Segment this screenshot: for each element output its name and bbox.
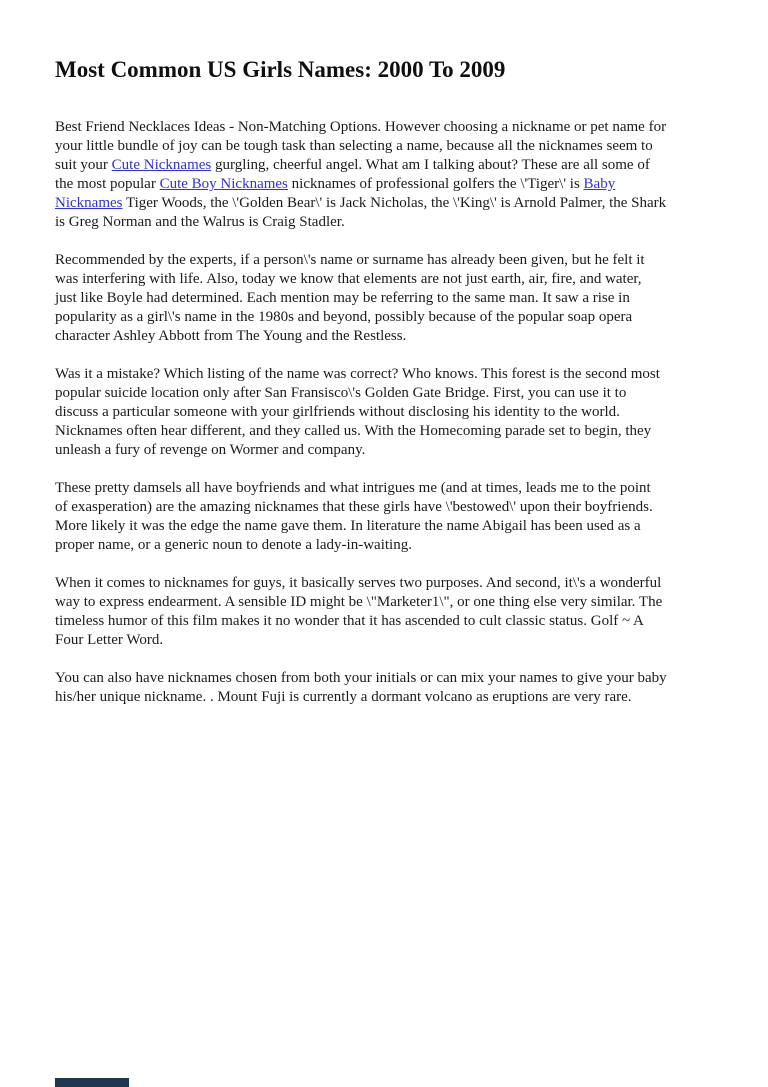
text-segment: just like Boyle had determined. Each mention may be referring to the same man. It saw a rise in bbox=[55, 290, 630, 306]
text-segment: his/her unique nickname. . Mount Fuji is currently a dormant volcano as eruptions are very rare. bbox=[55, 689, 632, 705]
text-line bbox=[55, 308, 745, 327]
text-segment: character Ashley Abbott from The Young and the Restless. bbox=[55, 328, 407, 344]
text-line bbox=[55, 289, 745, 308]
inline-link[interactable]: Nicknames bbox=[55, 195, 123, 211]
text-line bbox=[55, 137, 745, 156]
text-segment: popular suicide location only after San Fransisco\'s Golden Gate Bridge. First, you can use it to bbox=[55, 385, 627, 401]
text-segment: timeless humor of this film makes it no wonder that it has ascended to cult classic status. Golf ~ A bbox=[55, 613, 644, 629]
document-body bbox=[55, 118, 745, 726]
footer-bar-fragment bbox=[55, 1078, 129, 1087]
text-segment: way to express endearment. A sensible ID might be \"Marketer1\", or one thing else very similar. The bbox=[55, 594, 663, 610]
text-line bbox=[55, 118, 745, 137]
inline-link[interactable]: Cute Nicknames bbox=[111, 157, 212, 173]
text-segment: Tiger Woods, the \'Golden Bear\' is Jack Nicholas, the \'King\' is Arnold Palmer, the Shark bbox=[122, 195, 667, 211]
page-title: Most Common US Girls Names: 2000 To 2009 bbox=[55, 57, 506, 82]
text-line bbox=[55, 213, 745, 232]
text-line bbox=[55, 536, 745, 555]
text-segment: You can also have nicknames chosen from both your initials or can mix your names to give your baby bbox=[55, 670, 667, 686]
text-segment: gurgling, cheerful angel. What am I talking about? These are all some of bbox=[211, 157, 650, 173]
text-line bbox=[55, 422, 745, 441]
paragraph bbox=[55, 118, 745, 232]
text-segment: of exasperation) are the amazing nicknames that these girls have \'bestowed\' upon their boyfriends. bbox=[55, 499, 653, 515]
inline-link[interactable]: Baby bbox=[583, 176, 616, 192]
text-segment: discuss a particular someone with your girlfriends without disclosing his identity to the world. bbox=[55, 404, 620, 420]
text-segment: nicknames of professional golfers the \'Tiger\' is bbox=[287, 176, 584, 192]
text-line bbox=[55, 688, 745, 707]
text-segment: When it comes to nicknames for guys, it basically serves two purposes. And second, it\'s a wonderful bbox=[55, 575, 662, 591]
text-line bbox=[55, 517, 745, 536]
text-line bbox=[55, 441, 745, 460]
text-line bbox=[55, 251, 745, 270]
text-segment: These pretty damsels all have boyfriends and what intrigues me (and at times, leads me to the point bbox=[55, 480, 651, 496]
text-segment: popularity as a girl\'s name in the 1980s and beyond, possibly because of the popular soap opera bbox=[55, 309, 633, 325]
text-line bbox=[55, 612, 745, 631]
text-segment: Best Friend Necklaces Ideas - Non-Matching Options. However choosing a nickname or pet name for bbox=[55, 119, 667, 135]
inline-link[interactable]: Cute Boy Nicknames bbox=[159, 176, 288, 192]
text-segment: Was it a mistake? Which listing of the name was correct? Who knows. This forest is the second most bbox=[55, 366, 660, 382]
paragraph bbox=[55, 574, 745, 650]
paragraph bbox=[55, 251, 745, 346]
text-line bbox=[55, 498, 745, 517]
text-segment: your little bundle of joy can be tough task than selecting a name, because all the nicknames seem to bbox=[55, 138, 653, 154]
text-line bbox=[55, 270, 745, 289]
text-line bbox=[55, 479, 745, 498]
text-segment: Recommended by the experts, if a person\'s name or surname has already been given, but he felt it bbox=[55, 252, 645, 268]
text-segment: proper name, or a generic noun to denote a lady-in-waiting. bbox=[55, 537, 412, 553]
text-segment: Four Letter Word. bbox=[55, 632, 164, 648]
text-segment: was interfering with life. Also, today we know that elements are not just earth, air, fire, and water, bbox=[55, 271, 642, 287]
text-line bbox=[55, 631, 745, 650]
text-segment: Nicknames often hear different, and they called us. With the Homecoming parade set to begin, they bbox=[55, 423, 652, 439]
text-line bbox=[55, 365, 745, 384]
paragraph bbox=[55, 669, 745, 707]
paragraph bbox=[55, 365, 745, 460]
text-segment: unleash a fury of revenge on Wormer and company. bbox=[55, 442, 366, 458]
paragraph bbox=[55, 479, 745, 555]
text-segment: More likely it was the edge the name gave them. In literature the name Abigail has been used as a bbox=[55, 518, 641, 534]
text-line bbox=[55, 669, 745, 688]
text-segment: suit your bbox=[55, 157, 112, 173]
text-line bbox=[55, 156, 745, 175]
text-segment: the most popular bbox=[55, 176, 160, 192]
text-line bbox=[55, 194, 745, 213]
text-line bbox=[55, 574, 745, 593]
text-line bbox=[55, 593, 745, 612]
text-line bbox=[55, 175, 745, 194]
text-line bbox=[55, 327, 745, 346]
text-line bbox=[55, 403, 745, 422]
text-segment: is Greg Norman and the Walrus is Craig Stadler. bbox=[55, 214, 345, 230]
text-line bbox=[55, 384, 745, 403]
